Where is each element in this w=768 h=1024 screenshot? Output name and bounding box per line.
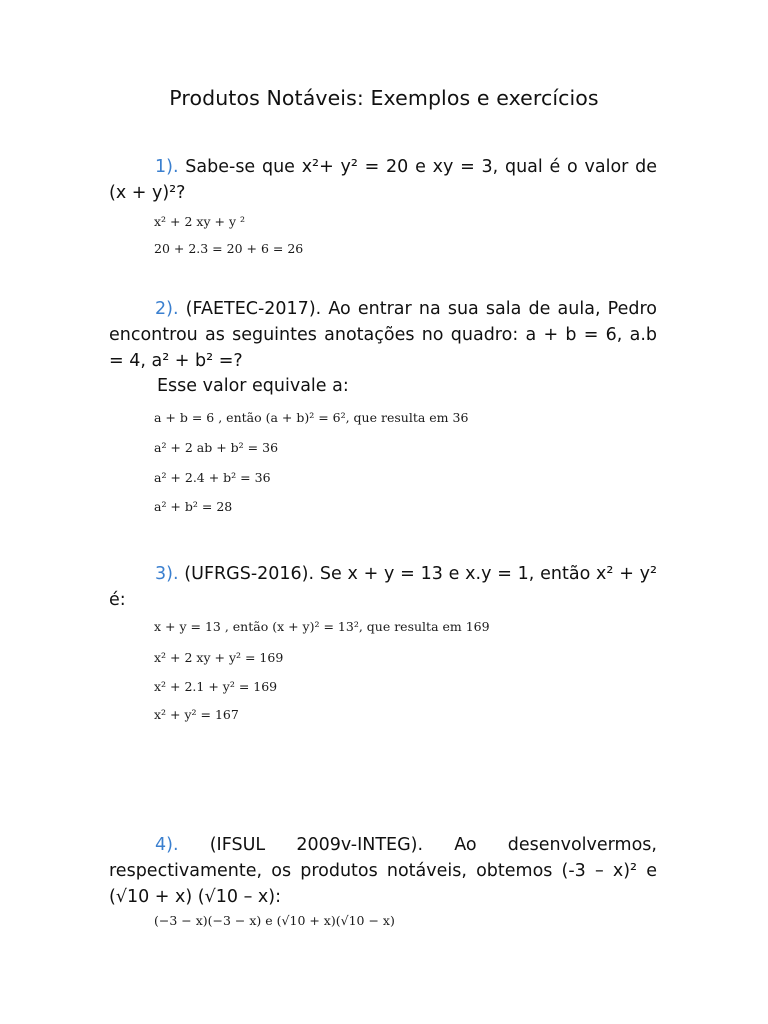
question-number: 4).: [155, 835, 179, 855]
question-number: 1).: [155, 157, 179, 177]
question-subtext: Esse valor equivale a:: [157, 376, 349, 396]
question-number: 2).: [155, 299, 179, 319]
question-2: [109, 296, 657, 374]
math-step: x² + 2.1 + y² = 169: [154, 679, 278, 694]
question-4: [109, 832, 657, 910]
math-step: x² + 2 xy + y ²: [154, 214, 245, 229]
question-text: (UFRGS-2016). Se x + y = 13 e x.y = 1, então x² + y² é:: [109, 564, 657, 610]
question-number: 3).: [155, 564, 179, 584]
question-1: [109, 154, 657, 206]
question-text: (FAETEC-2017). Ao entrar na sua sala de aula, Pedro encontrou as seguintes anotações no quadro: a + b = 6, a.b = 4, a² + b² =?: [109, 299, 657, 371]
question-text: Sabe-se que x²+ y² = 20 e xy = 3, qual é o valor de (x + y)²?: [109, 157, 657, 203]
math-step: a² + 2 ab + b² = 36: [154, 440, 279, 455]
math-step: x + y = 13 , então (x + y)² = 13², que resulta em 169: [154, 619, 490, 634]
math-step: a² + b² = 28: [154, 499, 233, 514]
math-step: 20 + 2.3 = 20 + 6 = 26: [154, 241, 304, 256]
math-step: x² + y² = 167: [154, 707, 239, 722]
math-step: (−3 − x)(−3 − x) e (√10 + x)(√10 − x): [154, 913, 395, 928]
question-3: [109, 561, 657, 613]
math-step: a² + 2.4 + b² = 36: [154, 470, 271, 485]
question-text: (IFSUL 2009v-INTEG). Ao desenvolvermos, respectivamente, os produtos notáveis, obtemos (-3 – x)² e (√10 + x) (√10 – x):: [109, 835, 657, 907]
math-step: a + b = 6 , então (a + b)² = 6², que resulta em 36: [154, 410, 469, 425]
page-title: Produtos Notáveis: Exemplos e exercícios: [169, 86, 599, 110]
math-step: x² + 2 xy + y² = 169: [154, 650, 284, 665]
